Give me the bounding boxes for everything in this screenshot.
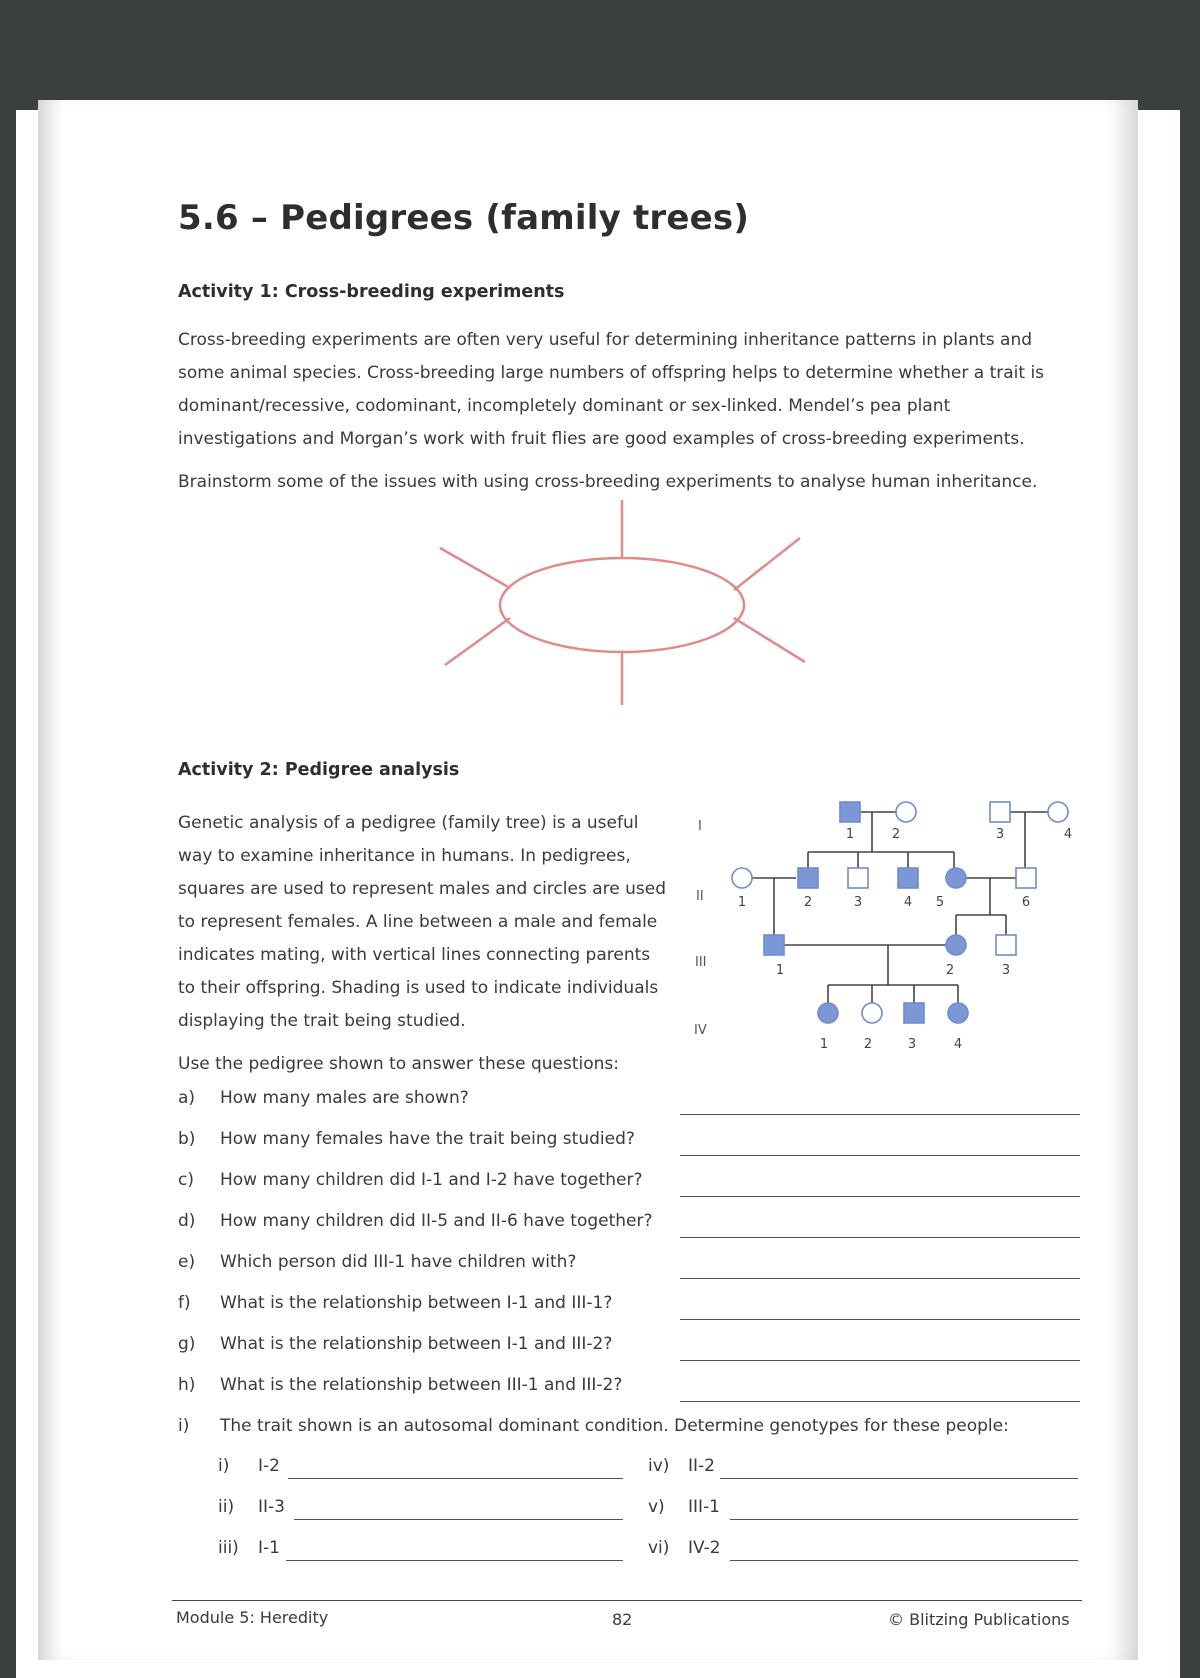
activity1-line: investigations and Morgan’s work with fruit flies are good examples of cross-breeding experiments. [178, 429, 1025, 449]
genotype-item-label: II-2 [688, 1456, 715, 1476]
question-letter: a) [178, 1088, 196, 1108]
question-letter: g) [178, 1334, 196, 1354]
activity1-paragraph [178, 324, 1078, 456]
activity1-line: Cross-breeding experiments are often very useful for determining inheritance patterns in plants and [178, 330, 1033, 350]
question-row [178, 1084, 1080, 1118]
genotype-item-label: I-2 [258, 1456, 280, 1476]
scan-background-top [0, 0, 1200, 110]
activity2-line: Genetic analysis of a pedigree (family tree) is a useful [178, 813, 639, 833]
brainstorm-spoke-lower-left [445, 618, 510, 665]
generation-label-II: II [696, 889, 704, 904]
III-3-male-unaffected-symbol [996, 935, 1016, 955]
answer-line[interactable] [680, 1401, 1080, 1402]
question-letter: c) [178, 1170, 194, 1190]
genotype-item-ii [218, 1495, 628, 1525]
activity2-line: to represent females. A line between a male and female [178, 912, 658, 932]
genotype-item-number: i) [218, 1456, 230, 1476]
activity2-paragraph [178, 807, 678, 1038]
genotype-item-label: I-1 [258, 1538, 280, 1558]
question-row [178, 1289, 1080, 1323]
activity2-line: displaying the trait being studied. [178, 1011, 466, 1031]
question-text: How many males are shown? [220, 1088, 469, 1108]
question-text: What is the relationship between I-1 and III-2? [220, 1334, 613, 1354]
number-II-6: 6 [1021, 895, 1031, 910]
number-IV-3: 3 [907, 1037, 917, 1052]
question-row [178, 1371, 1080, 1405]
genotype-item-label: IV-2 [688, 1538, 721, 1558]
IV-2-female-unaffected-symbol [862, 1003, 882, 1023]
I-3-male-unaffected-symbol [990, 802, 1010, 822]
activity2-instruction: Use the pedigree shown to answer these questions: [178, 1054, 619, 1074]
genotype-item-number: iii) [218, 1538, 239, 1558]
genotype-item-label: III-1 [688, 1497, 720, 1517]
activity1-line: some animal species. Cross-breeding large numbers of offspring helps to determine whether a trait is [178, 363, 1045, 383]
activity1-line: dominant/recessive, codominant, incompletely dominant or sex-linked. Mendel’s pea plant [178, 396, 951, 416]
question-text: What is the relationship between III-1 and III-2? [220, 1375, 623, 1395]
number-II-1: 1 [737, 895, 747, 910]
answer-line[interactable] [680, 1196, 1080, 1197]
genotype-item-iv [648, 1454, 1080, 1484]
question-letter: f) [178, 1293, 191, 1313]
footer-copyright: © Blitzing Publications [888, 1610, 1070, 1629]
footer-module: Module 5: Heredity [176, 1608, 329, 1627]
number-II-3: 3 [853, 895, 863, 910]
activity2-line: way to examine inheritance in humans. In pedigrees, [178, 846, 631, 866]
number-I-2: 2 [891, 827, 901, 842]
generation-label-I: I [698, 819, 702, 834]
II-4-male-affected-symbol [898, 868, 918, 888]
question-letter: i) [178, 1416, 190, 1436]
number-I-1: 1 [845, 827, 855, 842]
number-IV-2: 2 [863, 1037, 873, 1052]
activity2-line: indicates mating, with vertical lines connecting parents [178, 945, 651, 965]
generation-label-IV: IV [694, 1023, 707, 1038]
II-3-male-unaffected-symbol [848, 868, 868, 888]
II-1-female-unaffected-symbol [732, 868, 752, 888]
genotype-item-number: v) [648, 1497, 665, 1517]
answer-line-ii[interactable] [294, 1519, 623, 1520]
genotype-item-label: II-3 [258, 1497, 285, 1517]
answer-line[interactable] [680, 1278, 1080, 1279]
number-II-5: 5 [935, 895, 945, 910]
number-II-4: 4 [903, 895, 913, 910]
footer-rule [172, 1600, 1082, 1601]
question-letter: d) [178, 1211, 196, 1231]
genotype-item-i [218, 1454, 628, 1484]
answer-line-iv[interactable] [720, 1478, 1078, 1479]
brainstorm-ellipse [500, 558, 744, 652]
II-5-female-affected-symbol [946, 868, 966, 888]
brainstorm-spoke-upper-right [734, 538, 800, 590]
question-row [178, 1207, 1080, 1241]
genotype-item-iii [218, 1536, 628, 1566]
III-1-male-affected-symbol [764, 935, 784, 955]
answer-line[interactable] [680, 1155, 1080, 1156]
question-letter: e) [178, 1252, 196, 1272]
II-2-male-affected-symbol [798, 868, 818, 888]
brainstorm-spoke-upper-left [440, 548, 510, 588]
generation-label-III: III [695, 955, 707, 970]
answer-line-i[interactable] [288, 1478, 623, 1479]
genotype-item-vi [648, 1536, 1080, 1566]
question-row [178, 1125, 1080, 1159]
III-2-female-affected-symbol [946, 935, 966, 955]
genotype-item-number: ii) [218, 1497, 235, 1517]
answer-line-vi[interactable] [730, 1560, 1078, 1561]
answer-line[interactable] [680, 1237, 1080, 1238]
question-text: How many females have the trait being studied? [220, 1129, 635, 1149]
number-I-4: 4 [1063, 827, 1073, 842]
IV-1-female-affected-symbol [818, 1003, 838, 1023]
number-I-3: 3 [995, 827, 1005, 842]
number-III-1: 1 [775, 963, 785, 978]
question-row [178, 1330, 1080, 1364]
activity1-heading: Activity 1: Cross-breeding experiments [178, 282, 565, 302]
number-IV-1: 1 [819, 1037, 829, 1052]
question-text: How many children did II-5 and II-6 have together? [220, 1211, 653, 1231]
brainstorm-diagram [400, 500, 820, 710]
genotype-item-v [648, 1495, 1080, 1525]
activity2-line: to their offspring. Shading is used to indicate individuals [178, 978, 659, 998]
activity2-line: squares are used to represent males and circles are used [178, 879, 666, 899]
brainstorm-spoke-lower-right [734, 618, 805, 662]
activity2-heading: Activity 2: Pedigree analysis [178, 760, 460, 780]
question-text: The trait shown is an autosomal dominant condition. Determine genotypes for these people: [220, 1416, 1009, 1436]
number-IV-4: 4 [953, 1037, 963, 1052]
scan-background-right [1180, 0, 1200, 1678]
IV-4-female-affected-symbol [948, 1003, 968, 1023]
scan-background-left [0, 0, 16, 1678]
pedigree-chart [694, 790, 1100, 1070]
question-letter: b) [178, 1129, 196, 1149]
I-1-male-affected-symbol [840, 802, 860, 822]
question-row [178, 1248, 1080, 1282]
question-i-row [178, 1412, 1080, 1446]
page-title: 5.6 – Pedigrees (family trees) [178, 198, 750, 238]
activity1-prompt: Brainstorm some of the issues with using cross-breeding experiments to analyse human inheritance. [178, 472, 1038, 492]
genotype-item-number: vi) [648, 1538, 670, 1558]
question-row [178, 1166, 1080, 1200]
answer-line-iii[interactable] [286, 1560, 623, 1561]
answer-line[interactable] [680, 1319, 1080, 1320]
number-III-3: 3 [1001, 963, 1011, 978]
number-II-2: 2 [803, 895, 813, 910]
question-text: What is the relationship between I-1 and III-1? [220, 1293, 613, 1313]
answer-line[interactable] [680, 1114, 1080, 1115]
number-III-2: 2 [945, 963, 955, 978]
question-text: How many children did I-1 and I-2 have together? [220, 1170, 643, 1190]
II-6-male-unaffected-symbol [1016, 868, 1036, 888]
I-4-female-unaffected-symbol [1048, 802, 1068, 822]
I-2-female-unaffected-symbol [896, 802, 916, 822]
footer-page-number: 82 [612, 1610, 633, 1629]
question-text: Which person did III-1 have children with? [220, 1252, 577, 1272]
IV-3-male-affected-symbol [904, 1003, 924, 1023]
answer-line-v[interactable] [730, 1519, 1078, 1520]
answer-line[interactable] [680, 1360, 1080, 1361]
genotype-item-number: iv) [648, 1456, 670, 1476]
question-letter: h) [178, 1375, 196, 1395]
